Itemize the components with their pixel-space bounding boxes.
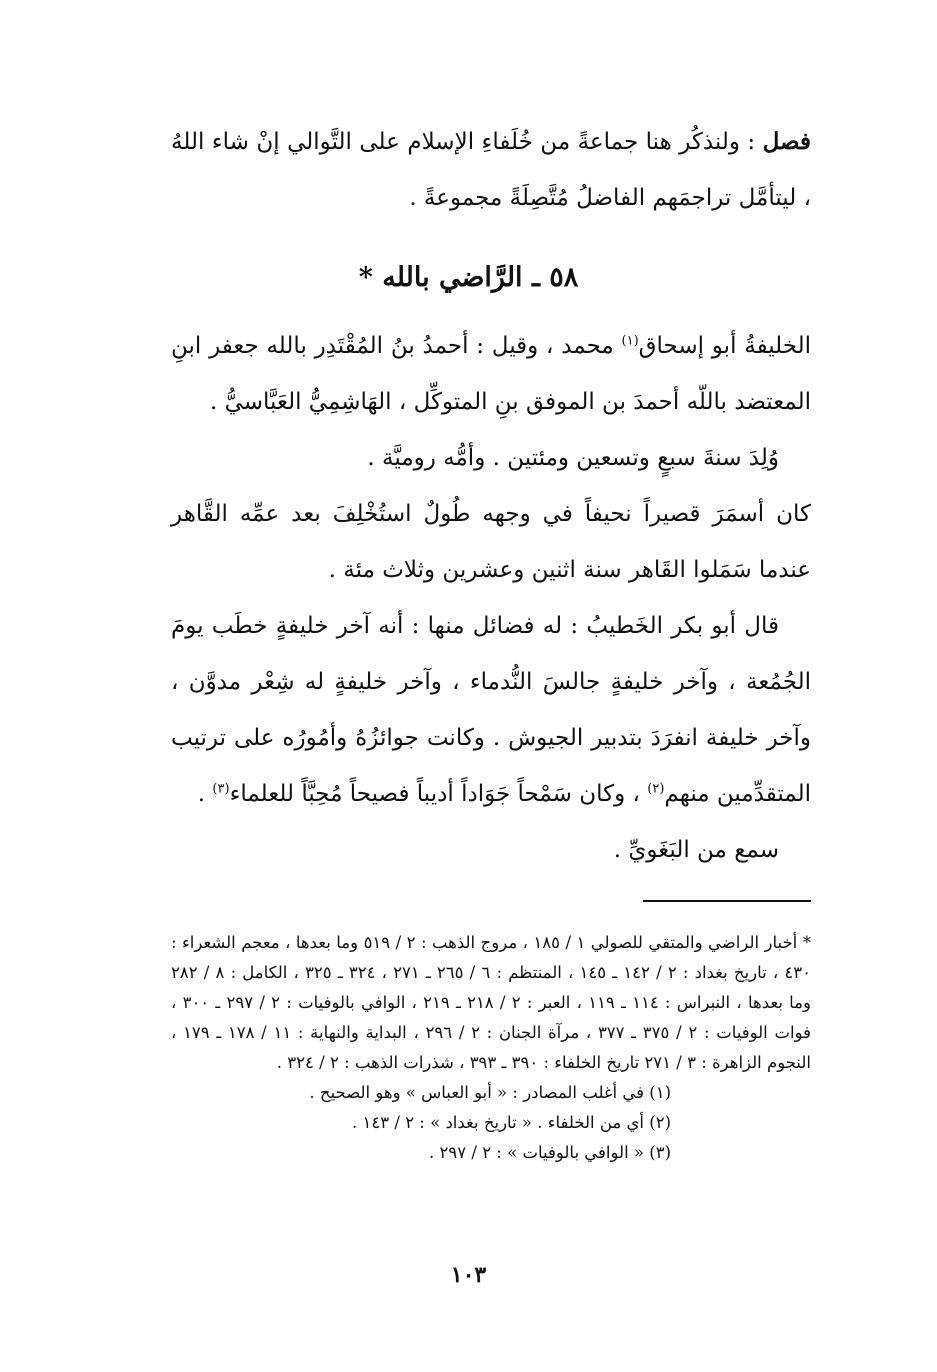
footnote-2: (٢) أي من الخلفاء . « تاريخ بغداد » : ٢ / ١٤٣ . — [352, 1113, 671, 1132]
page-number: ١٠٣ — [450, 1262, 487, 1288]
paragraph-teachers: سمع من البَغَويِّ . — [613, 837, 779, 863]
virtues-text-end: . — [197, 781, 213, 807]
footnote-separator — [643, 900, 811, 902]
paragraph-virtues — [171, 598, 811, 822]
footnote-ref-2: (٢) — [647, 781, 665, 797]
footnotes — [171, 928, 811, 1168]
section-label: فصل — [762, 128, 811, 155]
footnote-ref-3: (٣) — [212, 781, 230, 797]
footnote-1: (١) في أغلب المصادر : « أبو العباس » وهو الصحيح . — [309, 1083, 671, 1102]
biography-body — [171, 318, 811, 878]
sources-footnote: * أخبار الراضي والمتقي للصولي ١ / ١٨٥ ، مروج الذهب : ٢ / ٥١٩ وما بعدها ، معجم الشعراء : ٤٣٠ ، تاريخ بغداد : ٢ / ١٤٢ ـ ١٤٥ ، المنتظم : ٦ / ٢٦٥ ـ ٢٧١ ، ٣٢٤ ـ ٣٢٥ ، الكامل : ٨ / ٢٨٢ وما بعدها ، النبراس : ١١٤ ـ ١١٩ ، العبر : ٢ / ٢١٨ ـ ٢١٩ ، الوافي بالوفيات : ٢ / ٢٩٧ ـ ٣٠٠ ، فوات الوفيات : ٢ / ٣٧٥ ـ ٣٧٧ ، مرآة الجنان : ٢ / ٢٩٦ ، البداية والنهاية : ١١ / ١٧٨ ـ ١٧٩ ، النجوم الزاهرة : ٣ / ٢٧١ تاريخ الخلفاء : ٣٩٠ ـ ٣٩٣ ، شذرات الذهب : ٢ / ٣٢٤ . — [171, 933, 812, 1072]
paragraph-birth: وُلِدَ سنةَ سبعٍ وتسعين ومئتين . وأمُّه روميَّة . — [367, 445, 779, 471]
footnote-ref-1: (١) — [621, 333, 639, 349]
virtues-text-start: قال أبو بكر الخَطيبُ : له فضائل منها : أنه آخر خليفةٍ خطَب يومَ الجُمُعة ، وآخر خليفةٍ جالسَ النُّدماء ، وآخر خليفةٍ له شِعْر مدوَّن ، وآخر خليفة انفرَدَ بتدبير الجيوش . وكانت جوائزُهُ وأمُورُه على ترتيب المتقدِّمين منهم — [171, 613, 811, 807]
paragraph-description: كان أسمَرَ قصيراً نحيفاً في وجهه طُولٌ استُخْلِفَ بعد عمِّه القَّاهر عندما سَمَلوا القَاهر سنة اثنين وعشرين وثلاث مئة . — [171, 501, 811, 583]
footnote-3: (٣) « الوافي بالوفيات » : ٢ / ٢٩٧ . — [429, 1143, 671, 1162]
intro-text: : ولنذكُر هنا جماعةً من خُلَفاءِ الإسلام على التَّوالي إنْ شاء اللهُ ، ليتأمَّل تراجمَهم الفاضلُ مُتَّصِلَةً مجموعةً . — [171, 129, 811, 211]
virtues-text-middle: ، وكان سَمْحاً جَوَاداً أديباً فصيحاً مُحِبَّاً للعلماء — [229, 781, 648, 807]
intro-paragraph — [171, 114, 811, 226]
entry-heading: ٥٨ ـ الرَّاضي بالله * — [358, 262, 579, 293]
lineage-text-start: الخليفةُ أبو إسحاق — [638, 333, 811, 359]
paragraph-lineage — [171, 318, 811, 430]
lineage-text-end: محمد ، وقيل : أحمدُ بنُ المُقْتَدِر بالله جعفر ابنِ المعتضد باللّه أحمدَ بن الموفق بنِ المتوكِّل ، الهَاشِمِيُّ العَبَّاسيُّ . — [171, 333, 811, 415]
